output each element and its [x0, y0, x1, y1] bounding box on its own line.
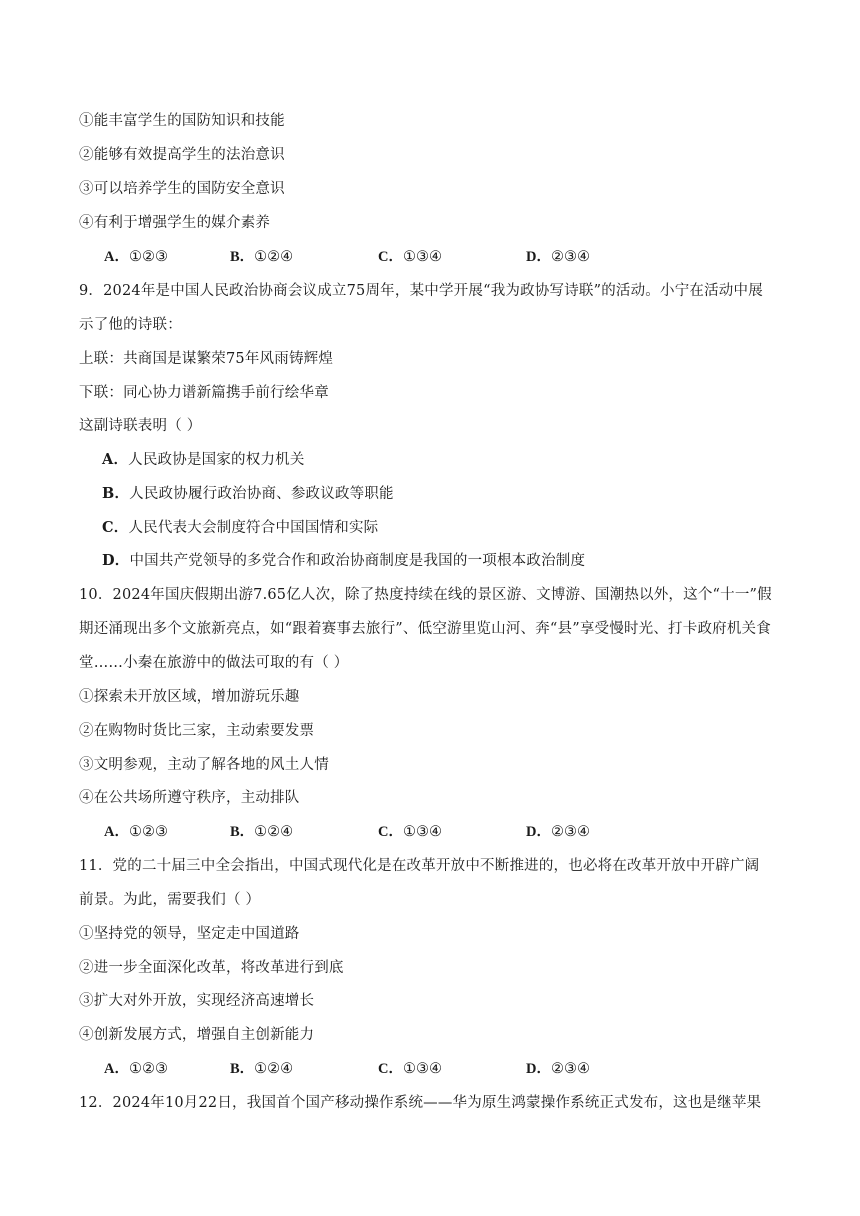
option-text: ①②③: [128, 824, 168, 840]
q8-option-d[interactable]: [526, 247, 590, 267]
option-key: B．: [230, 1061, 255, 1077]
q11-option-b[interactable]: [230, 1059, 293, 1079]
q9-option-c[interactable]: [102, 518, 378, 538]
q9-stem-line-1: 9．2024年是中国人民政治协商会议成立75周年，某中学开展“我为政协写诗联”的活动。小宁在活动中展: [79, 283, 763, 299]
q9-upper-couplet: 上联：共商国是谋繁荣75年风雨铸辉煌: [79, 351, 334, 367]
option-key: C．: [102, 519, 129, 536]
q10-item-2: ②在购物时货比三家，主动索要发票: [79, 723, 315, 739]
option-text: 人民政协是国家的权力机关: [128, 452, 305, 468]
option-key: D．: [526, 1061, 551, 1077]
q10-option-a[interactable]: [104, 822, 168, 842]
option-key: D．: [526, 249, 551, 265]
q9-lower-couplet: 下联：同心协力谱新篇携手前行绘华章: [79, 385, 329, 401]
option-text: ①③④: [402, 249, 442, 265]
option-key: A．: [102, 451, 129, 468]
q10-stem-line-1: 10．2024年国庆假期出游7.65亿人次，除了热度持续在线的景区游、文博游、国潮热以外，这个“十一”假: [79, 587, 772, 603]
option-text: ①②④: [254, 249, 294, 265]
q11-stem-line-2: 前景。为此，需要我们（ ）: [79, 892, 261, 908]
q11-option-c[interactable]: [378, 1059, 442, 1079]
q12-stem-line-1: 12．2024年10月22日，我国首个国产移动操作系统——华为原生鸿蒙操作系统正式发布，这也是继苹果: [79, 1095, 762, 1111]
q8-item-4: ④有利于增强学生的媒介素养: [79, 215, 271, 231]
option-text: ①②④: [254, 824, 294, 840]
q10-stem-line-3: 堂……小秦在旅游中的做法可取的有（ ）: [79, 655, 349, 671]
option-key: B．: [230, 249, 255, 265]
option-key: C．: [378, 1061, 403, 1077]
option-text: ①②③: [128, 249, 168, 265]
q10-item-4: ④在公共场所遵守秩序，主动排队: [79, 790, 300, 806]
option-text: ②③④: [550, 249, 590, 265]
q11-item-2: ②进一步全面深化改革，将改革进行到底: [79, 960, 344, 976]
option-key: A．: [104, 249, 129, 265]
q10-option-d[interactable]: [526, 822, 590, 842]
option-key: D．: [102, 552, 130, 569]
q8-option-c[interactable]: [378, 247, 442, 267]
option-key: D．: [526, 824, 551, 840]
q9-option-d[interactable]: [102, 551, 585, 571]
option-key: C．: [378, 249, 403, 265]
option-key: B．: [230, 824, 255, 840]
q9-option-b[interactable]: [102, 484, 394, 504]
q8-option-b[interactable]: [230, 247, 293, 267]
q11-item-3: ③扩大对外开放，实现经济高速增长: [79, 993, 315, 1009]
q8-item-3: ③可以培养学生的国防安全意识: [79, 181, 285, 197]
q8-option-a[interactable]: [104, 247, 168, 267]
q9-question: 这副诗联表明（ ）: [79, 418, 202, 434]
option-text: ②③④: [550, 1061, 590, 1077]
option-text: ②③④: [550, 824, 590, 840]
option-key: C．: [378, 824, 403, 840]
option-text: ①③④: [402, 1061, 442, 1077]
option-text: ①②④: [254, 1061, 294, 1077]
q11-option-a[interactable]: [104, 1059, 168, 1079]
option-text: ①③④: [402, 824, 442, 840]
q11-item-1: ①坚持党的领导，坚定走中国道路: [79, 926, 300, 942]
option-text: 人民代表大会制度符合中国国情和实际: [128, 520, 379, 536]
q9-stem-line-2: 示了他的诗联：: [79, 317, 182, 333]
q10-option-b[interactable]: [230, 822, 293, 842]
option-text: 人民政协履行政治协商、参政议政等职能: [129, 486, 394, 502]
q9-option-a[interactable]: [102, 450, 305, 470]
q10-stem-line-2: 期还涌现出多个文旅新亮点，如“跟着赛事去旅行”、低空游里览山河、奔“县”享受慢时光、打卡政府机关食: [79, 621, 771, 637]
q11-item-4: ④创新发展方式，增强自主创新能力: [79, 1027, 315, 1043]
option-text: ①②③: [128, 1061, 168, 1077]
q10-item-1: ①探索未开放区域，增加游玩乐趣: [79, 689, 300, 705]
option-key: A．: [104, 1061, 129, 1077]
option-key: B．: [102, 485, 130, 502]
q8-item-2: ②能够有效提高学生的法治意识: [79, 147, 285, 163]
q11-stem-line-1: 11．党的二十届三中全会指出，中国式现代化是在改革开放中不断推进的，也必将在改革开放中开辟广阔: [79, 858, 760, 874]
q10-item-3: ③文明参观，主动了解各地的风土人情: [79, 757, 329, 773]
q11-option-d[interactable]: [526, 1059, 590, 1079]
option-text: 中国共产党领导的多党合作和政治协商制度是我国的一项根本政治制度: [129, 553, 586, 569]
q10-option-c[interactable]: [378, 822, 442, 842]
q8-item-1: ①能丰富学生的国防知识和技能: [79, 113, 285, 129]
option-key: A．: [104, 824, 129, 840]
